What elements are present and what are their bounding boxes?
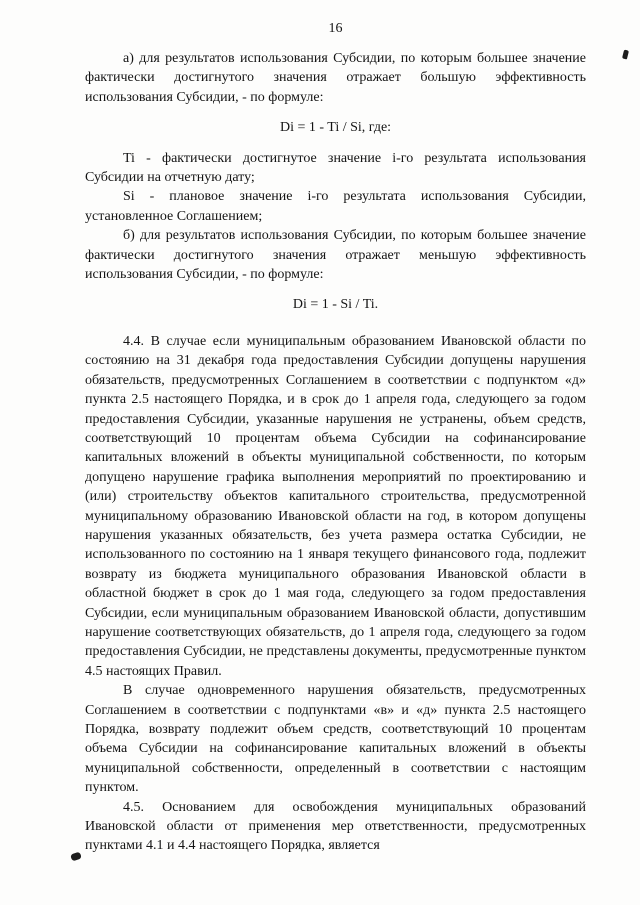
paragraph-clause-4-4: 4.4. В случае если муниципальным образованием Ивановской области по состоянию на 31 декабря года предоставления Субсидии допущены нарушения обязательств, предусмотренных Соглашением в соответствии с подпунктом «д» пункта 2.5 настоящего Порядка, и в срок до 1 апреля года, следующего за годом предоставления Субсидии, указанные нарушения не устранены, объем средств, соответствующий 10 процентам объема Субсидии на софинансирование капитальных вложений в объекты муниципальной собственности, по которым допущено нарушение графика выполнения мероприятий по проектированию и (или) строительству объектов капитального строительства, предусмотренной муниципальному образованию Ивановской области на год, в котором допущены нарушения указанных обязательств, без учета размера остатка Субсидии, не использованного по состоянию на 1 января текущего финансового года, подлежит возврату из бюджета муниципального образования Ивановской области в областной бюджет в срок до 1 мая года, следующего за годом предоставления Субсидии, если муниципальным образованием Ивановской области, допустившим нарушение соответствующих обязательств, до 1 апреля года, следующего за годом предоставления Субсидии, не представлены документы, предусмотренные пунктом 4.5 настоящих Правил. <box>85 333 586 679</box>
paragraph-subitem-b: б) для результатов использования Субсидии, по которым большее значение фактически достигнутого значения отражает меньшую эффективность использования Субсидии, - по формуле: <box>85 228 586 283</box>
paragraph-simultaneous-violation: В случае одновременного нарушения обязательств, предусмотренных Соглашением в соответствии с подпунктами «в» и «д» пункта 2.5 настоящего Порядка, возврату подлежит объем средств, соответствующий 10 процентам объема Субсидии на софинансирование капитальных вложений в объекты муниципальной собственности, определенный в соответствии с настоящим пунктом. <box>85 683 586 796</box>
formula-di-ti-si: Di = 1 - Ti / Si, где: <box>279 120 392 136</box>
formula-di-si-ti: Di = 1 - Si / Ti. <box>292 297 379 313</box>
page-number: 16 <box>328 21 343 36</box>
paragraph-clause-4-5: 4.5. Основанием для освобождения муниципальных образований Ивановской области от применения мер ответственности, предусмотренных пунктами 4.1 и 4.4 настоящего Порядка, является <box>85 799 586 854</box>
paragraph-si-definition: Si - плановое значение i-го результата использования Субсидии, установленное Соглашением; <box>85 189 586 224</box>
scan-artifact-bottom-left <box>70 852 82 862</box>
paragraph-ti-definition: Ti - фактически достигнутое значение i-го результата использования Субсидии на отчетную дату; <box>85 150 586 186</box>
document-content <box>85 49 586 856</box>
paragraph-subitem-a: а) для результатов использования Субсидии, по которым большее значение фактически достигнутого значения отражает большую эффективность использования Субсидии, - по формуле: <box>85 51 586 105</box>
scan-artifact-top-right <box>622 50 629 60</box>
